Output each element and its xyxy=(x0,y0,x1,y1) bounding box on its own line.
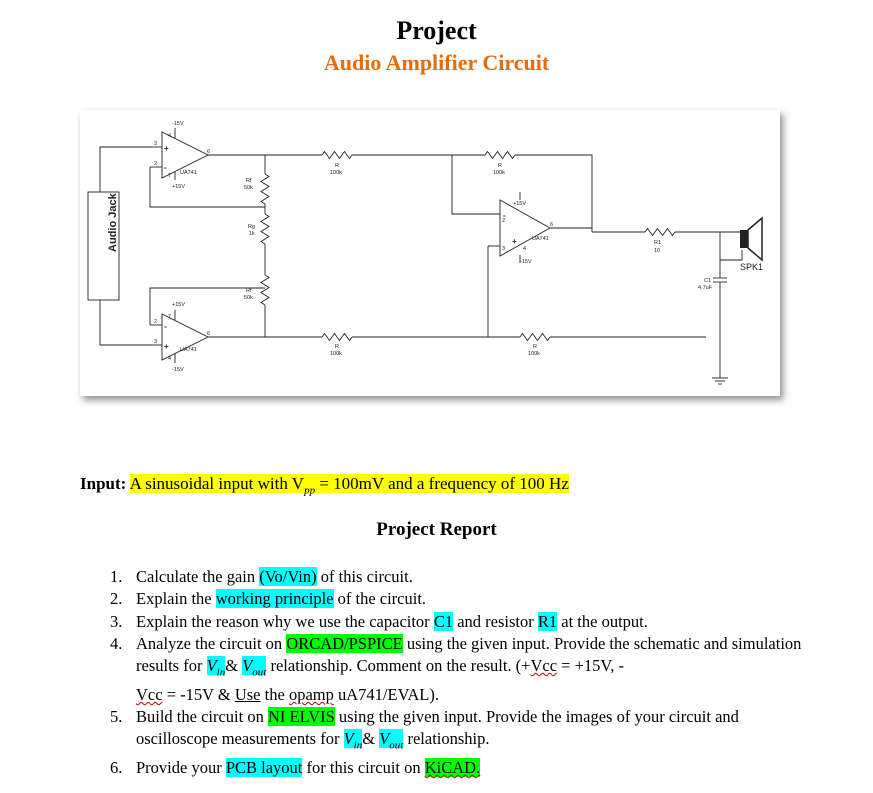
speaker-icon xyxy=(740,230,748,248)
u1-pin2: 2 xyxy=(154,161,158,167)
rf-top-name: Rf xyxy=(246,178,252,184)
rf-bottom-resistor xyxy=(261,275,269,305)
c1-name: C1 xyxy=(704,278,712,284)
rg-resistor xyxy=(261,214,269,244)
rf-top-resistor xyxy=(261,174,269,204)
u2-part: UA741 xyxy=(180,347,197,353)
r-top-left-name: R xyxy=(335,163,339,169)
task-item-1: 1. Calculate the gain (Vo/Vin) of this circuit. xyxy=(110,567,413,586)
r-bottom-left-name: R xyxy=(335,344,339,350)
task-list xyxy=(110,566,810,779)
r-bottom-right xyxy=(520,334,550,341)
rf-bottom-value: 50k xyxy=(244,295,253,301)
rg-value: 1k xyxy=(249,231,255,237)
u1-pin6: 6 xyxy=(207,149,211,155)
u2-supply-neg: -15V xyxy=(172,367,184,373)
c1-value: 4.7uF xyxy=(698,285,713,291)
svg-text:-: - xyxy=(164,322,167,331)
u2-pin6: 6 xyxy=(207,331,211,337)
u1-part: UA741 xyxy=(180,170,197,176)
r-top-right xyxy=(485,152,515,159)
task-item-4: 4. Analyze the circuit on ORCAD/PSPICE using the given input. Provide the schematic and simulation results for $V_{in}\&$ $V_{out}$ relationship. Comment on the result. (+Vcc = +15V, - Vcc = -15V & Use the opamp uA741/EVAL). xyxy=(110,633,802,704)
r-bottom-right-value: 100k xyxy=(528,351,540,357)
svg-text:-: - xyxy=(164,163,167,172)
u2-pin7: 7 xyxy=(168,314,172,320)
task-item-5: 5. Build the circuit on NI ELVIS using the given input. Provide the images of your circuit and oscilloscope measurements for $V_{in}\&$ $V_{out}$ relationship. xyxy=(110,707,739,752)
svg-text:+: + xyxy=(164,144,169,153)
input-highlight: A sinusoidal input with $V_{pp} = 100mV$ and a frequency of 100 Hz xyxy=(129,474,569,497)
u3-supply-pos: +15V xyxy=(513,201,526,207)
r-bottom-right-name: R xyxy=(533,344,537,350)
opamp-u2-symbol xyxy=(162,314,211,360)
r-top-left xyxy=(322,152,352,159)
u3-pin3: 3 xyxy=(502,246,506,252)
task-item-3: 3. Explain the reason why we use the capacitor C1 and resistor R1 at the output. xyxy=(110,611,648,631)
page-title: Project xyxy=(396,16,477,45)
u3-pin6: 6 xyxy=(550,222,554,228)
u3-supply-neg: -15V xyxy=(520,259,532,265)
u1-pin7: 7 xyxy=(168,173,172,179)
input-spec xyxy=(80,474,569,496)
audio-jack-label: Audio Jack xyxy=(107,193,119,252)
rg-name: Rg xyxy=(248,224,256,230)
u2-supply-pos: +15V xyxy=(172,302,185,308)
task-item-6: 6. Provide your PCB layout for this circuit on KiCAD. xyxy=(110,757,481,777)
rf-bottom-name: Rf xyxy=(246,288,252,294)
task-item-2: 2. Explain the working principle of the circuit. xyxy=(110,589,427,609)
svg-text:+: + xyxy=(512,237,517,246)
u3-part: UA741 xyxy=(532,236,549,242)
u1-pin4: 4 xyxy=(168,133,172,139)
r1-value: 10 xyxy=(654,248,661,254)
rf-top-value: 50k xyxy=(244,185,253,191)
svg-text:+: + xyxy=(164,342,169,351)
r-bottom-left xyxy=(322,334,352,341)
u3-pin4: 4 xyxy=(523,246,527,252)
svg-text:-: - xyxy=(503,211,506,220)
u1-supply-pos: +15V xyxy=(172,184,185,190)
u2-pin2: 2 xyxy=(154,319,158,325)
r-top-left-value: 100k xyxy=(330,170,342,176)
speaker-label: SPK1 xyxy=(740,262,764,272)
r-bottom-left-value: 100k xyxy=(330,351,342,357)
r1-name: R1 xyxy=(654,240,662,246)
r-top-right-name: R xyxy=(498,163,502,169)
circuit-schematic xyxy=(80,110,780,396)
u2-pin3: 3 xyxy=(154,339,158,345)
input-label: Input: xyxy=(80,474,127,493)
r1-resistor xyxy=(645,229,675,236)
schematic-drawing xyxy=(80,110,780,396)
u3-pin2: 2 xyxy=(502,218,506,224)
page-subtitle: Audio Amplifier Circuit xyxy=(323,50,550,75)
u1-supply-neg: -15V xyxy=(172,121,184,127)
report-title: Project Report xyxy=(376,519,497,540)
r-top-right-value: 100k xyxy=(493,170,505,176)
u2-pin4: 4 xyxy=(168,356,172,362)
u1-pin3: 3 xyxy=(154,141,158,147)
